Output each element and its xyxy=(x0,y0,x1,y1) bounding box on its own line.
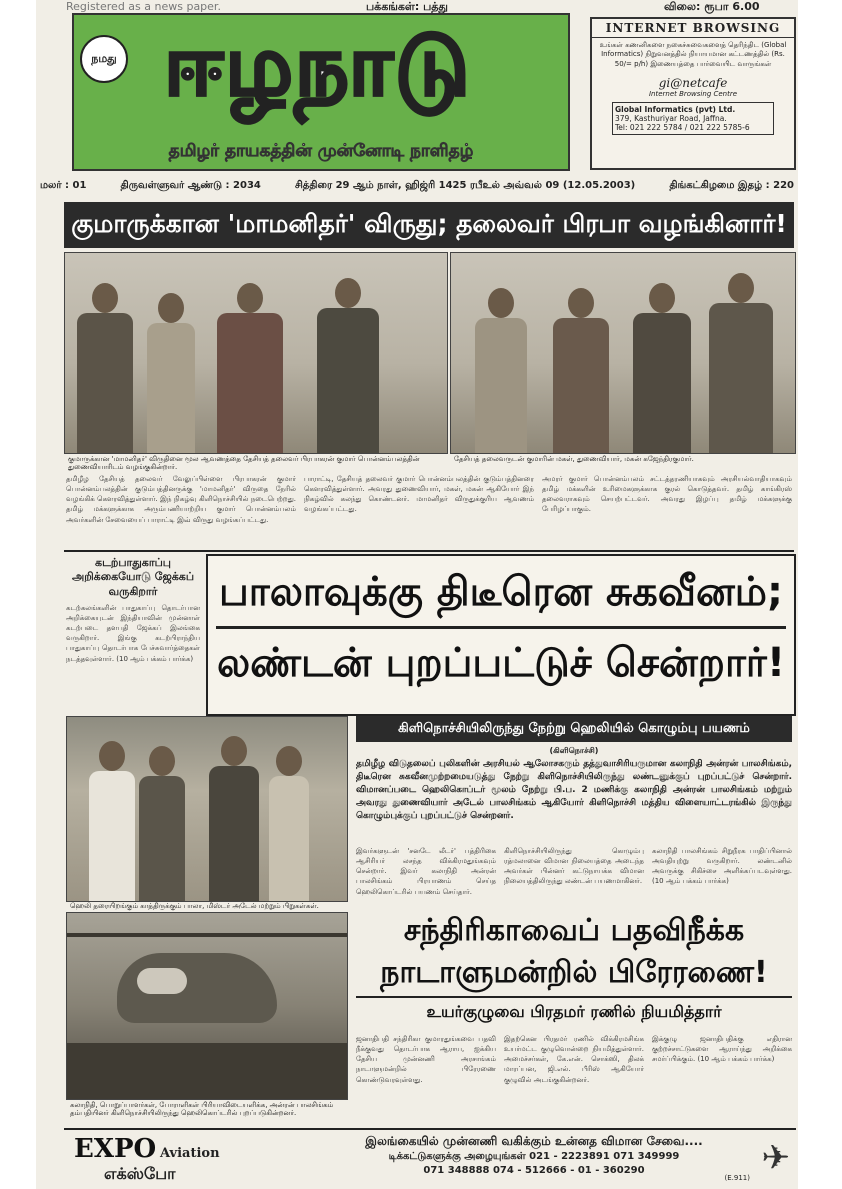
lead-headline: குமாருக்கான 'மாமனிதர்' விருது; தலைவர் பிரபா வழங்கினார்! xyxy=(64,202,794,248)
photo-person xyxy=(145,293,197,453)
lead-caption-left: குமாருக்கான 'மாமனிதர்' விருதினை மூல ஆவணத்தை தேசியத் தலைவர் பிரபாகரன் குமார் பொன்னம்பலத்தின் துணைவியாரிடம் வழங்குகின்றார். xyxy=(68,455,420,472)
bala-column-2: கிளிநொச்சியிலிருந்து கொழும்பு ரத்மலானை விமான நிலையத்தை அடைந்த அவர்கள் பின்னர் கட்டுநாயக்க விமான நிலையத்திலிருந்து லண்டன் பயணமாகினர். xyxy=(504,847,644,886)
price: விலை: ரூபா 6.00 xyxy=(664,0,760,13)
ad-brand-sub: Internet Browsing Centre xyxy=(648,90,738,99)
chandrika-column-1: ஜனாதிபதி சந்திரிகா குமாரதுங்கவை பதவி நீக்குவது தொடர்பாக ஆராய, ஐக்கிய தேசிய முன்னணி அரசாங்கம் நாடாளுமன்றில் பிரேரணை கொண்டுவரவுள்ளது. xyxy=(356,1035,496,1084)
bala-lead-paragraph: தமிழீழ விடுதலைப் புலிகளின் அரசியல் ஆலோசகரும் தத்துவாசிரியருமான கலாநிதி அன்ரன் பாலசிங்கம், திடீரென சுகவீனமுற்றமையடுத்து நேற்று கிளிநொச்சியிலிருந்து லண்டனுக்குப் புறப்பட்டுச் சென்றார். விமானப்படை ஹெலிகொப்டர் மூலம் நேற்று பி.ப. 2 மணிக்கு கலாநிதி அன்ரன் பாலசிங்கம் மற்றும் அவரது துணைவியார் அடேல் பாலசிங்கம் ஆகியோர் கிளிநொச்சி மத்திய விளையாட்டரங்கில் இருந்து கொழும்புக்குப் புறப்பட்டுச் சென்றனர். xyxy=(356,759,792,822)
newspaper-title: ஈழநாடு xyxy=(164,16,472,114)
photo-person xyxy=(267,746,311,901)
volume: மலர் : 01 xyxy=(40,180,87,191)
expo-brand-sub: Aviation xyxy=(160,1146,220,1161)
bala-column-3: கலாநிதி பாலசிங்கம் சிறுநீரக பாதிப்பினால் அவதியுற்று வருகிறார். லண்டனில் அவருக்கு சிகிச்சை அளிக்கப்படவுள்ளது. (10 ஆம் பக்கம் பார்க்க) xyxy=(652,847,792,886)
rotor-blade xyxy=(66,933,348,937)
lead-photo-right xyxy=(450,252,796,454)
ad-phone: Tel: 021 222 5784 / 021 222 5785-6 xyxy=(615,123,750,133)
newspaper-page xyxy=(36,0,798,1189)
expo-ad-line3: 071 348888 074 - 512666 - 01 - 360290 xyxy=(423,1164,645,1176)
photo-person xyxy=(137,746,187,901)
photo-person xyxy=(315,278,381,453)
expo-ad-text xyxy=(324,1133,744,1178)
chandrika-column-3: இக்குழு ஜனாதிபதிக்கு எதிரான குற்றச்சாட்டுகளை ஆராய்ந்து அறிக்கை சமர்ப்பிக்கும். (10 ஆம் பக்கம் பார்க்க) xyxy=(652,1035,792,1064)
expo-aviation-ad xyxy=(64,1128,796,1188)
ad-address: 379, Kasthuriyar Road, Jaffna. xyxy=(615,114,727,124)
chandrika-headline-line2: நாடாளுமன்றில் பிரேரணை! xyxy=(380,955,768,990)
ad-title: INTERNET BROWSING xyxy=(592,19,794,38)
bala-photo-caption: ஹெலி தரையிறங்கும் காத்திருக்கும் பாலா, மிஸ்டர் அடேல் மற்றும் பிறுகள்கள். xyxy=(70,902,319,910)
section-divider xyxy=(64,550,794,552)
issue-number: திங்கட்கிழமை இதழ் : 220 xyxy=(669,180,794,191)
expo-ad-line1: இலங்கையில் முன்னணி வகிக்கும் உன்னத விமான சேவை.... xyxy=(365,1134,703,1148)
ad-text: உங்கள் கணனிகளை நகைச்சுவைகளைத் தெரிந்திட (Global Informatics) நிறுவனத்தில் நியாயமான கட்டணத்தில் (Rs. 50/= p/h) இணையத்தை பார்வையிட வாருங்கள் xyxy=(599,41,787,68)
internet-ad xyxy=(590,17,796,170)
bala-subheadline: கிளிநொச்சியிலிருந்து நேற்று ஹெலியில் கொழும்பு பயணம் xyxy=(356,716,792,742)
ad-address-box xyxy=(612,102,774,135)
helicopter-photo xyxy=(66,912,348,1100)
chandrika-subhead: உயர்குழுவை பிரதமர் ரணில் நியமித்தார் xyxy=(426,1002,722,1021)
top-strip xyxy=(36,0,798,14)
bala-column-1: இவர்களுடன் 'சனடே லீடர்' பத்திரிகை ஆசிரியர் லசந்த விக்கிரமதுங்கவும் சென்றார். இவர் கலாநிதி அன்ரன் பாலசிங்கம் பிரயாணம் செய்த ஹெலிகொப்டரில் பயணம் செய்தார். xyxy=(356,847,496,896)
side-story xyxy=(66,556,200,710)
expo-ad-line2: டிக்கட்டுகளுக்கு அழையுங்கள் 021 - 2223891 071 349999 xyxy=(388,1150,680,1162)
side-story-body: கடற்கலங்களின் பாதுகாப்பு தொடர்பான அறிக்கையுடன் இந்தியாவின் முன்னாள் கடற்படை தளபதி ஜேக்கப் இலங்கை வருகிறார். இங்கு கடற்பிராந்திய பாதுகாப்பு தொடர்பாக பேச்சுவார்த்தைகள் நடத்தவுள்ளார். (10 ஆம் பக்கம் பார்க்க) xyxy=(66,603,200,663)
photo-person xyxy=(473,288,529,453)
photo-person xyxy=(707,273,775,453)
registration-note: Registered as a news paper. xyxy=(66,0,221,13)
dateline xyxy=(36,180,798,196)
lead-caption-right: தேசியத் தலைவருடன் குமாரின் மகள், துணைவியார், மகன் கஜேந்திரகுமார். xyxy=(454,455,694,463)
lead-column-3: அமரர் குமார் பொன்னம்பலம் சட்டத்தரணியாகவும் அரசியல்வாதியாகவும் தமிழ் மக்களின் உரிமைகளுக்காக குரல் கொடுத்தவர். தமிழ் காங்கிரஸ் தலைவராகவும் செயற்பட்டவர். அவரது இழப்பு தமிழ் மக்களுக்கு பேரிழப்பாகும். xyxy=(542,475,792,514)
bala-headline-box xyxy=(206,554,796,716)
headline-rule xyxy=(356,996,792,998)
issue-date: சித்திரை 29 ஆம் நாள், ஹிஜ்ரி 1425 ரபீஉல் அவ்வல் 09 (12.05.2003) xyxy=(294,180,636,191)
newspaper-tagline: தமிழர் தாயகத்தின் முன்னோடி நாளிதழ் xyxy=(168,141,474,161)
photo-person xyxy=(631,283,693,453)
expo-brand-tamil: எக்ஸ்போ xyxy=(104,1164,176,1183)
airplane-icon: ✈ xyxy=(761,1138,790,1178)
bala-dateline: (கிளிநொச்சி) xyxy=(549,746,599,755)
photo-person xyxy=(215,283,285,453)
photo-person xyxy=(207,736,261,901)
tamil-year: திருவள்ளுவர் ஆண்டு : 2034 xyxy=(120,180,261,191)
headline-rule xyxy=(216,626,786,629)
helicopter-caption: கலாநிதி, பொறுப்பாளர்கள், போராளிகள் பிரியாவிடையளிக்க, அன்ரன் பாலசிங்கம் தம்பதியினர் கிளிநொச்சியிலிருந்து ஹெலிகொப்டரில் புறப்படுகின்றனர். xyxy=(70,1101,334,1118)
ad-brand: gi@netcafe xyxy=(658,76,728,91)
page-count: பக்கங்கள்: பத்து xyxy=(366,0,448,13)
lead-photo-left xyxy=(64,252,448,454)
photo-person xyxy=(551,288,611,453)
helicopter-window xyxy=(137,968,187,994)
side-story-headline: கடற்பாதுகாப்பு அறிக்கையோடு ஜேக்கப் வருகிறார் xyxy=(71,556,195,598)
crowd xyxy=(67,1043,347,1099)
masthead-badge: நமது xyxy=(80,35,128,83)
expo-ad-code: (E.911) xyxy=(724,1174,750,1182)
masthead xyxy=(72,13,570,171)
chandrika-headline-line1: சந்திரிகாவைப் பதவிநீக்க xyxy=(403,913,745,948)
expo-brand: EXPO xyxy=(74,1134,157,1164)
photo-person xyxy=(87,741,137,901)
photo-person xyxy=(75,283,135,453)
chandrika-column-2: இதற்கென பிரதமர் ரணில் விக்கிரமசிங்க உயர்மட்ட குழுவொன்றை நியமித்துள்ளார். அமைச்சர்கள், கே.என். சொக்ஸி, திலக் மாரப்பன, ஜி.எல். பீரிஸ் ஆகியோர் குழுவில் அடங்குகின்றனர். xyxy=(504,1035,644,1084)
lead-column-2: பாராட்டி, தேசியத் தலைவர் குமார் பொன்னம்பலத்தின் குடும்பத்தினரை கௌரவித்துள்ளார். அவரது துணைவியார், மகள், மகன் ஆகியோர் இந் நிகழ்வில் கலந்து கொண்டனர். மாமனிதர் விருதுக்குரிய ஆவணம் வழங்கப்பட்டது. xyxy=(304,475,534,514)
lead-column-1: தமிழீழ தேசியத் தலைவர் வேலுப்பிள்ளை பிரபாகரன் குமார் பொன்னம்பலத்தின் குடும்பத்தினருக்கு 'மாமனிதர்' விருதை நேரில் வழங்கிக் கௌரவித்துள்ளார். இந் நிகழ்வு கிளிநொச்சியில் நடைபெற்றது. தமிழ் மக்களுக்காக அரும்பணியாற்றிய குமார் பொன்னம்பலம் அவர்களின் சேவையைப் பாராட்டி இவ் விருது வழங்கப்பட்டது. xyxy=(66,475,296,524)
ad-company: Global Informatics (pvt) Ltd. xyxy=(615,105,736,115)
bala-headline-line2: லண்டன் புறப்பட்டுச் சென்றார்! xyxy=(216,640,786,686)
bala-photo xyxy=(66,716,348,902)
bala-headline-line1: பாலாவுக்கு திடீரென சுகவீனம்; xyxy=(219,569,783,615)
chandrika-headline xyxy=(356,913,792,1021)
